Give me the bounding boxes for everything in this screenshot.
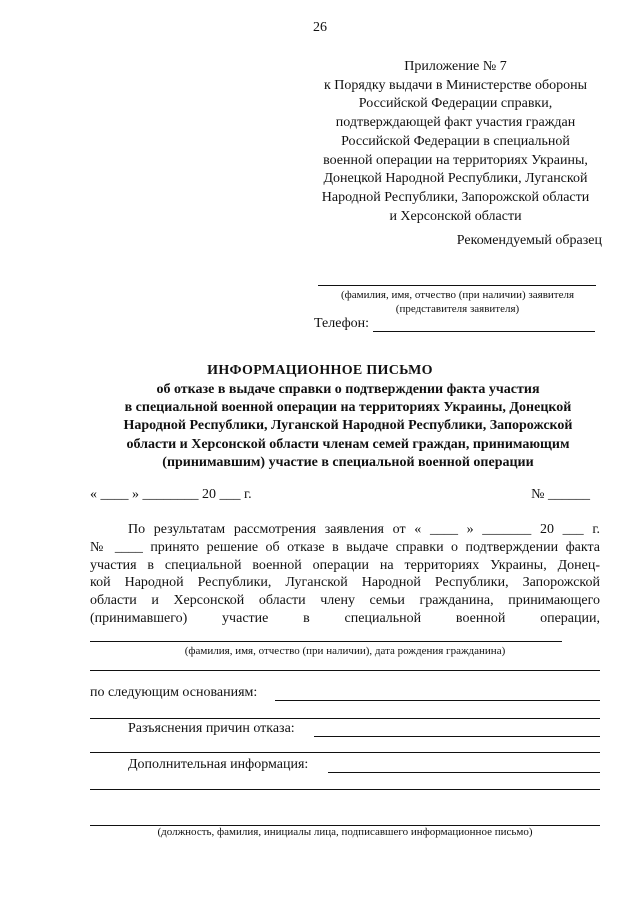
citizen-caption: (фамилия, имя, отчество (при наличии), дата рождения гражданина): [184, 645, 506, 657]
reasons-label: Разъяснения причин отказа:: [128, 721, 295, 736]
applicant-caption-line: (фамилия, имя, отчество (при наличии) заявителя: [340, 289, 575, 301]
subtitle-line: (принимавшим) участие в специальной военной операции: [162, 454, 534, 470]
applicant-name-line: [318, 285, 596, 286]
body-line: области и Херсонской области члену семьи гражданина, принимающего: [90, 593, 600, 609]
grounds-line: [275, 700, 600, 701]
appendix-line: к Порядку выдачи в Министерстве обороны: [323, 77, 588, 93]
body-line: № ____ принято решение об отказе в выдаче справки о подтверждении факта: [90, 539, 600, 555]
page-number: 26: [313, 20, 327, 35]
blank-line: [90, 789, 600, 790]
subtitle-line: об отказе в выдаче справки о подтверждении факта участия: [156, 382, 540, 397]
additional-info-label: Дополнительная информация:: [128, 757, 309, 772]
letter-subtitle: [88, 381, 608, 472]
appendix-line: Российской Федерации в специальной: [341, 133, 570, 149]
letter-date: « ____ » ________ 20 ___ г.: [90, 487, 252, 502]
signer-caption: (должность, фамилия, инициалы лица, подписавшего информационное письмо): [157, 826, 533, 838]
body-line: По результатам рассмотрения заявления от « ____ » _______ 20 ___ г.: [128, 522, 600, 537]
body-line: (принимавшего) участие в специальной военной операции,: [90, 610, 600, 626]
appendix-line: военной операции на территориях Украины,: [323, 152, 588, 168]
appendix-line: Приложение № 7: [404, 59, 507, 74]
appendix-line: и Херсонской области: [389, 208, 522, 224]
blank-line: [90, 752, 600, 753]
sample-note: Рекомендуемый образец: [456, 233, 602, 248]
applicant-caption: [300, 288, 615, 316]
citizen-name-line: [90, 641, 562, 642]
appendix-line: Донецкой Народной Республики, Луганской: [323, 171, 588, 187]
appendix-line: подтверждающей факт участия граждан: [335, 115, 576, 131]
subtitle-line: Народной Республики, Луганской Народной Республики, Запорожской: [123, 418, 573, 434]
body-line: кой Народной Республики, Луганской Народной Республики, Запорожской: [90, 575, 600, 591]
appendix-line: Народной Республики, Запорожской области: [321, 189, 590, 205]
grounds-label: по следующим основаниям:: [90, 685, 258, 700]
reasons-line: [314, 736, 600, 737]
phone-blank-line: [373, 318, 595, 332]
body-line: участия в специальной военной операции на территориях Украины, Донец-: [90, 557, 600, 573]
additional-info-line: [328, 772, 600, 773]
phone-label: Телефон:: [314, 316, 370, 331]
blank-line: [90, 718, 600, 719]
phone-row: [314, 316, 595, 332]
appendix-block: [298, 58, 613, 226]
subtitle-line: области и Херсонской области членам семей граждан, принимающим: [126, 436, 570, 452]
subtitle-line: в специальной военной операции на территориях Украины, Донецкой: [124, 400, 572, 416]
applicant-caption-line: (представителя заявителя): [395, 303, 520, 315]
letter-number: № ______: [531, 487, 590, 502]
blank-line: [90, 670, 600, 671]
appendix-line: Российской Федерации справки,: [358, 96, 553, 112]
letter-title: ИНФОРМАЦИОННОЕ ПИСЬМО: [207, 363, 433, 378]
body-paragraph: [90, 521, 600, 628]
